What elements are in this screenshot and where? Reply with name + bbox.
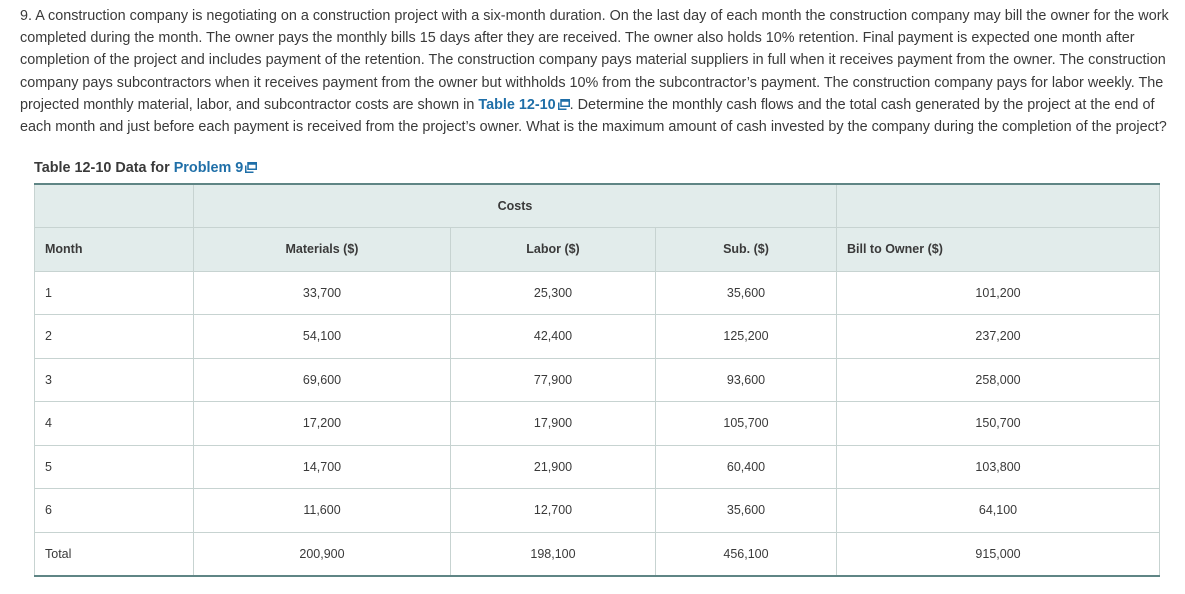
caption-prefix: Table 12-10 Data for — [34, 160, 170, 176]
open-in-window-icon[interactable] — [245, 162, 257, 173]
bill-cell: 237,200 — [837, 315, 1160, 359]
labor-cell: 21,900 — [451, 445, 656, 489]
problem-statement — [20, 5, 1170, 138]
table-row — [35, 358, 1160, 402]
sub-cell: 456,100 — [656, 532, 837, 576]
materials-cell: 200,900 — [194, 532, 451, 576]
table-row — [35, 271, 1160, 315]
materials-cell: 54,100 — [194, 315, 451, 359]
materials-cell: 17,200 — [194, 402, 451, 446]
month-header: Month — [35, 228, 194, 272]
data-table — [34, 183, 1160, 577]
labor-cell: 12,700 — [451, 489, 656, 533]
month-cell: Total — [35, 532, 194, 576]
month-cell: 4 — [35, 402, 194, 446]
table-link-label[interactable]: Table 12-10 — [478, 96, 556, 113]
blank-header-cell — [837, 184, 1160, 228]
bill-cell: 915,000 — [837, 532, 1160, 576]
bill-cell: 150,700 — [837, 402, 1160, 446]
materials-cell: 11,600 — [194, 489, 451, 533]
bill-cell: 101,200 — [837, 271, 1160, 315]
sub-cell: 35,600 — [656, 271, 837, 315]
sub-header: Sub. ($) — [656, 228, 837, 272]
table-row — [35, 489, 1160, 533]
month-cell: 6 — [35, 489, 194, 533]
sub-cell: 105,700 — [656, 402, 837, 446]
sub-cell: 60,400 — [656, 445, 837, 489]
table-row — [35, 315, 1160, 359]
sub-cell: 35,600 — [656, 489, 837, 533]
materials-header: Materials ($) — [194, 228, 451, 272]
table-row — [35, 445, 1160, 489]
problem-link-label[interactable]: Problem 9 — [173, 160, 244, 176]
table-total-row — [35, 532, 1160, 576]
bill-to-owner-header: Bill to Owner ($) — [837, 228, 1160, 272]
problem-text-continued: . Determine the monthly cash flows and the total cash generated by the project at the end of each month and just before each payment is received from the project’s owner. What is the maximum amount of cash invested by the company during the completion of the project? — [20, 96, 1167, 136]
bill-cell: 64,100 — [837, 489, 1160, 533]
materials-cell: 33,700 — [194, 271, 451, 315]
table-header-row — [35, 228, 1160, 272]
labor-cell: 25,300 — [451, 271, 656, 315]
materials-cell: 69,600 — [194, 358, 451, 402]
materials-cell: 14,700 — [194, 445, 451, 489]
sub-cell: 93,600 — [656, 358, 837, 402]
month-cell: 3 — [35, 358, 194, 402]
bill-cell: 103,800 — [837, 445, 1160, 489]
table-caption — [34, 160, 257, 176]
labor-header: Labor ($) — [451, 228, 656, 272]
labor-cell: 198,100 — [451, 532, 656, 576]
bill-cell: 258,000 — [837, 358, 1160, 402]
month-cell: 1 — [35, 271, 194, 315]
month-cell: 5 — [35, 445, 194, 489]
table-link[interactable] — [478, 97, 569, 113]
problem-number: 9. — [20, 8, 33, 24]
problem-link[interactable] — [174, 160, 258, 176]
table-group-header-row — [35, 184, 1160, 228]
open-in-window-icon[interactable] — [558, 99, 570, 110]
labor-cell: 77,900 — [451, 358, 656, 402]
sub-cell: 125,200 — [656, 315, 837, 359]
table-row — [35, 402, 1160, 446]
problem-text: A construction company is negotiating on a construction project with a six-month duration. On the last day of each month the construction company may bill the owner for the work completed during the month. The owner pays the monthly bills 15 days after they are received. The owner also holds 10% retention. Final payment is expected one month after completion of the project and includes payment of the retention. The construction company pays material suppliers in full when it receives payment from the owner. The construction company pays subcontractors when it receives payment from the owner but withholds 10% from the subcontractor’s payment. The construction company pays for labor weekly. The projected monthly material, labor, and subcontractor costs are shown in — [20, 8, 1169, 113]
labor-cell: 42,400 — [451, 315, 656, 359]
labor-cell: 17,900 — [451, 402, 656, 446]
month-cell: 2 — [35, 315, 194, 359]
costs-group-header: Costs — [194, 184, 837, 228]
blank-header-cell — [35, 184, 194, 228]
